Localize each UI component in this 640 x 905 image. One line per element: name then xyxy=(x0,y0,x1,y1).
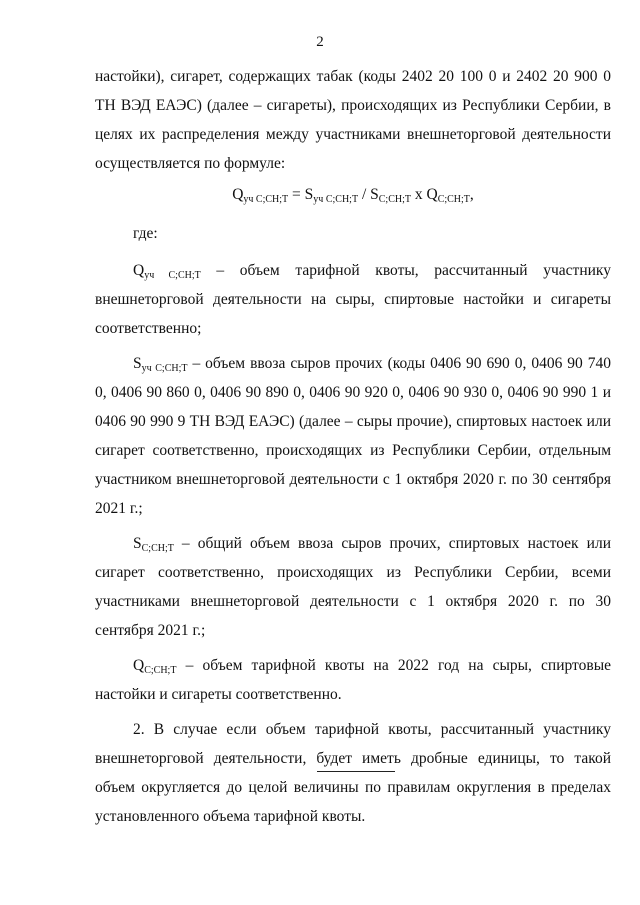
def2-sub: уч C;CH;T xyxy=(141,363,188,374)
formula-q-sub: уч C;CH;T xyxy=(243,194,289,205)
formula-mul: x xyxy=(410,186,427,203)
formula xyxy=(95,180,611,209)
def4-sub: C;CH;T xyxy=(144,665,177,676)
page-number: 2 xyxy=(316,34,324,50)
def1-text: – объем тарифной квоты, рассчитанный участнику внешнеторговой деятельности на сыры, спиртовые настойки и сигареты соответственно; xyxy=(95,262,611,337)
formula-s: S xyxy=(304,186,314,203)
intro-paragraph: настойки), сигарет, содержащих табак (коды 2402 20 100 0 и 2402 20 900 0 ТН ВЭД ЕАЭС) (далее – сигареты), происходящих из Республики Сербии, в целях их распределения между участниками внешнеторговой деятельности осуществляется по формуле: xyxy=(95,68,611,172)
formula-end: , xyxy=(469,186,474,203)
def3-text: – общий объем ввоза сыров прочих, спиртовых настоек или сигарет соответственно, происходящих из Республики Сербии, всеми участниками внешнеторговой деятельности с 1 октября 2020 г. по 30 сентября 2021 г.; xyxy=(95,535,611,639)
def2-text: – объем ввоза сыров прочих (коды 0406 90 690 0, 0406 90 740 0, 0406 90 860 0, 0406 90 890 0, 0406 90 920 0, 0406 90 930 0, 0406 90 990 1 и 0406 90 990 9 ТН ВЭД ЕАЭС) (далее – сыры прочие), спиртовых настоек или сигарет соответственно, происходящих из Республики Сербии, отдельным участником внешнеторговой деятельности с 1 октября 2020 г. по 30 сентября 2021 г.; xyxy=(95,355,612,517)
definition-s-participant xyxy=(95,349,611,523)
end-rule xyxy=(317,771,395,772)
formula-q: Q xyxy=(232,186,244,203)
definition-q-participant xyxy=(95,256,611,343)
formula-s2: S xyxy=(370,186,379,203)
formula-q2-sub: C;CH;T xyxy=(437,194,470,205)
def4-symbol: Q xyxy=(133,657,145,674)
def1-symbol: Q xyxy=(133,262,145,279)
formula-eq: = xyxy=(288,186,305,203)
paragraph-2: 2. В случае если объем тарифной квоты, рассчитанный участнику внешнеторговой деятельности, будет иметь дробные единицы, то такой объем округляется до целой величины по правилам округления в пределах установленного объема тарифной квоты. xyxy=(95,721,611,825)
def1-sub: уч C;CH;T xyxy=(144,270,201,281)
formula-s2-sub: C;CH;T xyxy=(378,194,411,205)
document-body xyxy=(95,62,611,831)
def2-symbol: S xyxy=(133,355,142,372)
definition-q-total xyxy=(95,651,611,709)
formula-s-sub: уч C;CH;T xyxy=(313,194,359,205)
formula-q2: Q xyxy=(426,186,438,203)
definition-s-total xyxy=(95,529,611,645)
def3-sub: C;CH;T xyxy=(141,543,174,554)
def4-text: – объем тарифной квоты на 2022 год на сыры, спиртовые настойки и сигареты соответственно. xyxy=(95,657,611,703)
def3-symbol: S xyxy=(133,535,142,552)
where-label: где: xyxy=(133,225,158,242)
formula-div: / xyxy=(358,186,371,203)
